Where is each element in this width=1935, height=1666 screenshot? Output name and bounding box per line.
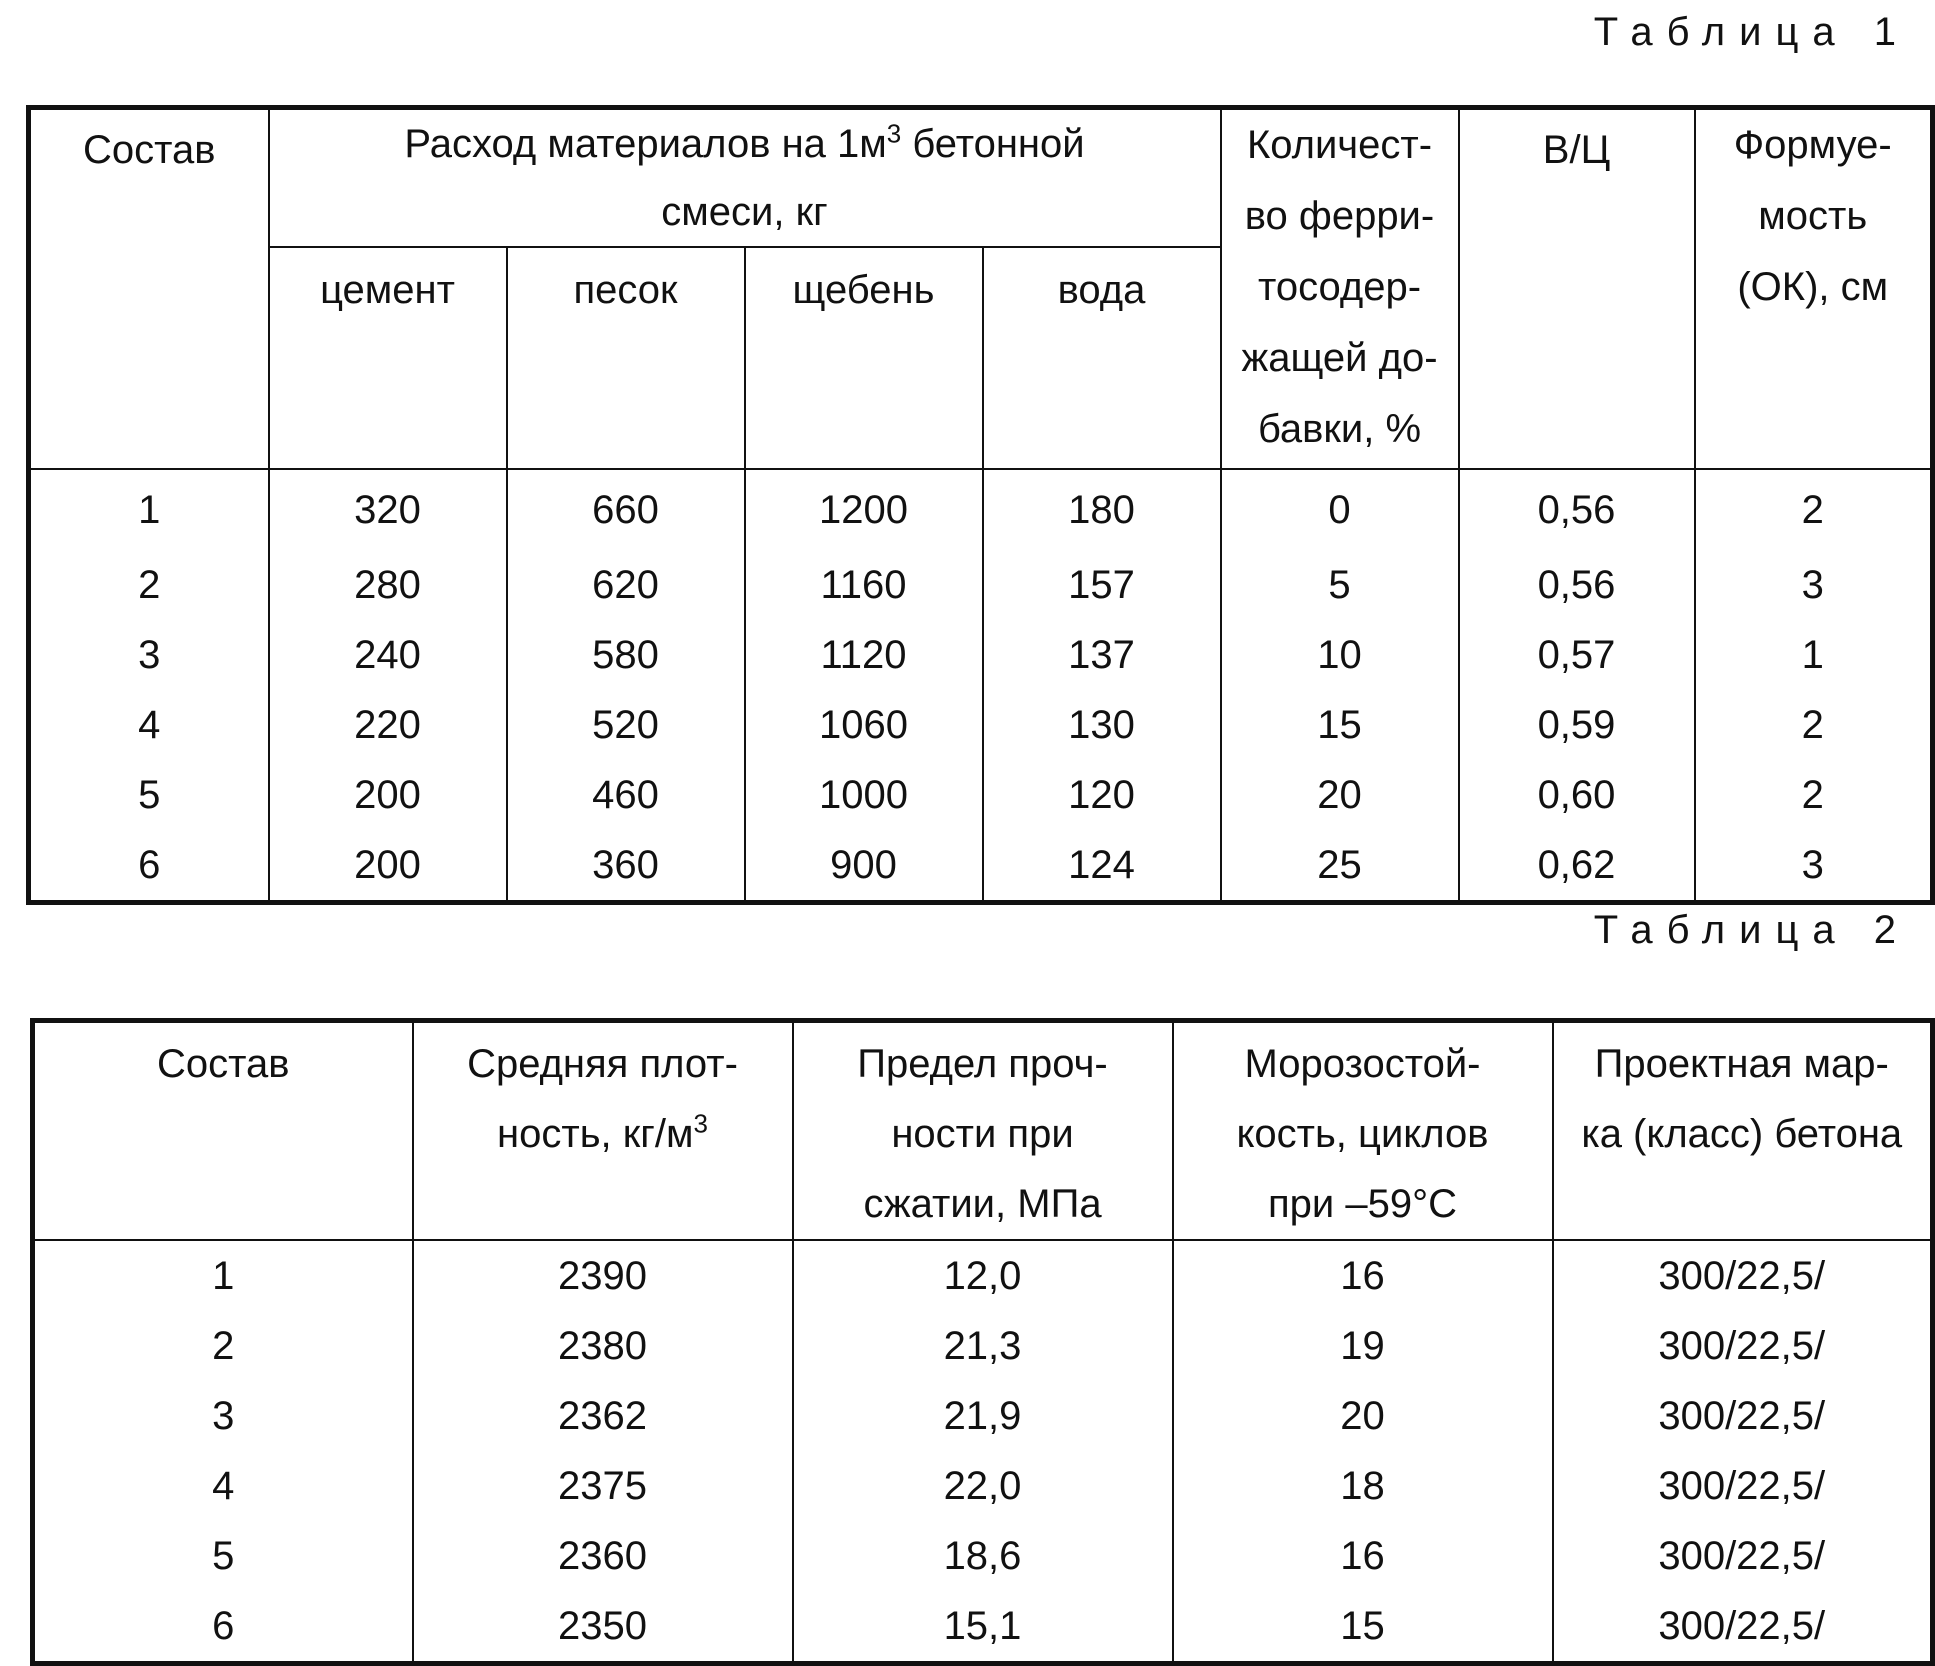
table-cell: 200	[269, 760, 507, 830]
table-cell: 25	[1221, 830, 1459, 903]
table-cell: 0	[1221, 469, 1459, 550]
table-cell: 15,1	[793, 1591, 1173, 1664]
table1-row	[29, 690, 1933, 760]
t2-header-strength: Предел проч- ности при сжатии, МПа	[793, 1021, 1173, 1241]
table-cell: 300/22,5/	[1553, 1240, 1933, 1311]
table-cell: 20	[1173, 1381, 1553, 1451]
table-cell: 19	[1173, 1311, 1553, 1381]
t1-header-water: вода	[983, 247, 1221, 469]
t2-header-grade: Проектная мар- ка (класс) бетона	[1553, 1021, 1933, 1241]
table-cell: 1200	[745, 469, 983, 550]
table-cell: 3	[33, 1381, 413, 1451]
table-cell: 0,60	[1459, 760, 1695, 830]
table-cell: 5	[29, 760, 269, 830]
t2-header-frost-resistance: Морозостой- кость, циклов при –59°С	[1173, 1021, 1553, 1241]
table1-row	[29, 469, 1933, 550]
table-cell: 4	[29, 690, 269, 760]
t1-header-gravel: щебень	[745, 247, 983, 469]
table-cell: 240	[269, 620, 507, 690]
table-cell: 15	[1173, 1591, 1553, 1664]
table-cell: 2	[33, 1311, 413, 1381]
table-cell: 660	[507, 469, 745, 550]
table-cell: 3	[29, 620, 269, 690]
table1-caption: Таблица 1	[1594, 10, 1910, 55]
table-cell: 0,56	[1459, 469, 1695, 550]
table-cell: 520	[507, 690, 745, 760]
table-cell: 200	[269, 830, 507, 903]
table-cell: 2390	[413, 1240, 793, 1311]
table-cell: 6	[29, 830, 269, 903]
table-cell: 300/22,5/	[1553, 1451, 1933, 1521]
table-cell: 1	[33, 1240, 413, 1311]
table-cell: 6	[33, 1591, 413, 1664]
table-cell: 300/22,5/	[1553, 1381, 1933, 1451]
table-cell: 120	[983, 760, 1221, 830]
table-cell: 360	[507, 830, 745, 903]
table-cell: 460	[507, 760, 745, 830]
table-cell: 2375	[413, 1451, 793, 1521]
table-cell: 10	[1221, 620, 1459, 690]
table-cell: 900	[745, 830, 983, 903]
table-cell: 0,62	[1459, 830, 1695, 903]
table2-row	[33, 1451, 1933, 1521]
table-cell: 12,0	[793, 1240, 1173, 1311]
table-cell: 180	[983, 469, 1221, 550]
table-cell: 2380	[413, 1311, 793, 1381]
table-cell: 22,0	[793, 1451, 1173, 1521]
t1-header-sand: песок	[507, 247, 745, 469]
table-cell: 2360	[413, 1521, 793, 1591]
table2-row	[33, 1240, 1933, 1311]
table-cell: 1160	[745, 550, 983, 620]
table-cell: 130	[983, 690, 1221, 760]
table-cell: 2350	[413, 1591, 793, 1664]
table-cell: 2	[1695, 469, 1933, 550]
table-cell: 3	[1695, 830, 1933, 903]
table-cell: 1	[29, 469, 269, 550]
table-cell: 20	[1221, 760, 1459, 830]
table-cell: 300/22,5/	[1553, 1591, 1933, 1664]
table-cell: 21,3	[793, 1311, 1173, 1381]
t1-header-composition: Состав	[29, 108, 269, 470]
table-cell: 2	[29, 550, 269, 620]
table-cell: 5	[1221, 550, 1459, 620]
t1-header-wc-ratio: В/Ц	[1459, 108, 1695, 470]
table2-row	[33, 1381, 1933, 1451]
table2-row	[33, 1591, 1933, 1664]
table-cell: 137	[983, 620, 1221, 690]
table-cell: 1120	[745, 620, 983, 690]
table-cell: 15	[1221, 690, 1459, 760]
table-cell: 0,57	[1459, 620, 1695, 690]
table-cell: 5	[33, 1521, 413, 1591]
table-cell: 18,6	[793, 1521, 1173, 1591]
table-cell: 0,56	[1459, 550, 1695, 620]
table-cell: 300/22,5/	[1553, 1311, 1933, 1381]
table2-caption: Таблица 2	[1594, 908, 1910, 953]
table-cell: 1000	[745, 760, 983, 830]
table-cell: 2	[1695, 690, 1933, 760]
t2-header-density: Средняя плот- ность, кг/м3	[413, 1021, 793, 1241]
table1-row	[29, 620, 1933, 690]
table-cell: 0,59	[1459, 690, 1695, 760]
table-cell: 580	[507, 620, 745, 690]
table2-row	[33, 1311, 1933, 1381]
table1-row	[29, 830, 1933, 903]
table2-row	[33, 1521, 1933, 1591]
table1-mix-composition	[26, 105, 1935, 905]
table-cell: 124	[983, 830, 1221, 903]
t2-header-composition: Состав	[33, 1021, 413, 1241]
t1-header-cement: цемент	[269, 247, 507, 469]
table-cell: 18	[1173, 1451, 1553, 1521]
table-cell: 16	[1173, 1521, 1553, 1591]
table-cell: 157	[983, 550, 1221, 620]
table-cell: 4	[33, 1451, 413, 1521]
t1-header-consumption: Расход материалов на 1м3 бетонной смеси, кг	[269, 108, 1221, 248]
table1-row	[29, 760, 1933, 830]
table-cell: 16	[1173, 1240, 1553, 1311]
t1-header-additive: Количест- во ферри- тосодер- жащей до- бавки, %	[1221, 108, 1459, 470]
table-cell: 1	[1695, 620, 1933, 690]
table-cell: 1060	[745, 690, 983, 760]
table1-row	[29, 550, 1933, 620]
table-cell: 320	[269, 469, 507, 550]
table2-concrete-properties	[30, 1018, 1935, 1666]
table-cell: 300/22,5/	[1553, 1521, 1933, 1591]
table-cell: 2362	[413, 1381, 793, 1451]
table-cell: 620	[507, 550, 745, 620]
table-cell: 3	[1695, 550, 1933, 620]
table-cell: 21,9	[793, 1381, 1173, 1451]
t1-header-workability: Формуе- мость (ОК), см	[1695, 108, 1933, 470]
table-cell: 280	[269, 550, 507, 620]
table-cell: 220	[269, 690, 507, 760]
table-cell: 2	[1695, 760, 1933, 830]
